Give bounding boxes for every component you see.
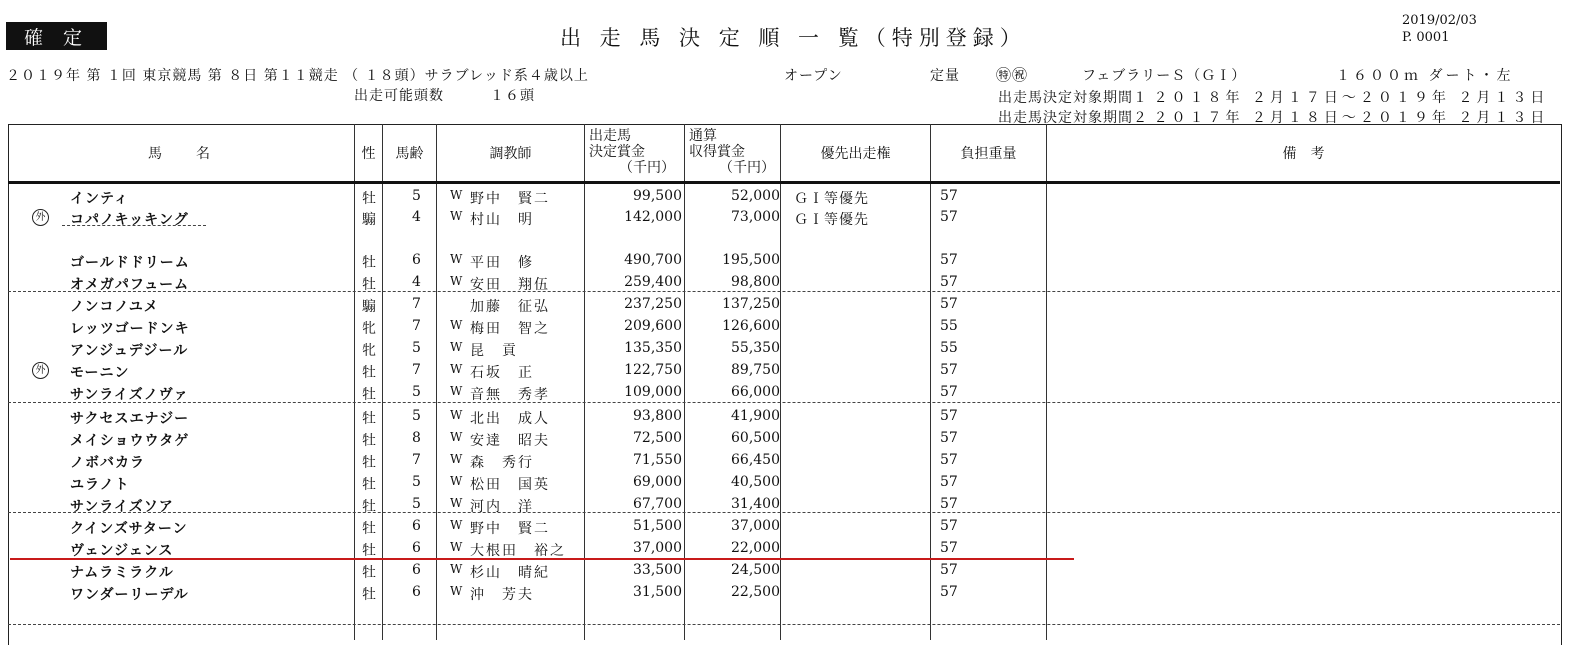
trainer-name: 梅田 智之 — [470, 321, 550, 337]
assigned-weight: 57 — [940, 430, 958, 446]
col-header-total-prize-line2: 収得賞金 — [689, 144, 745, 160]
table-row — [8, 186, 1560, 208]
assigned-weight: 57 — [940, 562, 958, 578]
col-header-total-prize-unit: （千円） — [719, 160, 775, 176]
horse-age: 5 — [412, 384, 421, 400]
horse-age: 5 — [412, 496, 421, 512]
col-header-priority: 優先出走権 — [820, 146, 891, 162]
trainer-name: 大根田 裕之 — [470, 543, 566, 559]
table-row — [8, 582, 1560, 604]
total-prize: 66,450 — [731, 452, 780, 468]
horse-sex: 牡 — [362, 499, 376, 515]
assigned-weight: 57 — [940, 384, 958, 400]
col-header-decision-prize-unit: （千円） — [619, 160, 675, 176]
western-flag: W — [450, 340, 463, 354]
trainer-name: 安達 昭夫 — [470, 433, 550, 449]
horse-sex: 牡 — [362, 433, 376, 449]
table-row — [8, 428, 1560, 450]
decision-prize: 67,700 — [633, 496, 682, 512]
total-prize: 98,800 — [731, 274, 780, 290]
western-flag: W — [450, 430, 463, 444]
col-header-weight: 負担重量 — [960, 146, 1017, 162]
western-flag: W — [450, 540, 463, 554]
period-1-value: ２０１８年 ２月１７日～２０１９年 ２月１３日 — [1153, 90, 1549, 106]
decision-prize: 93,800 — [633, 408, 682, 424]
horse-age: 6 — [412, 252, 421, 268]
decision-prize: 109,000 — [624, 384, 682, 400]
priority-right: ＧＩ等優先 — [794, 191, 869, 207]
total-prize: 31,400 — [731, 496, 780, 512]
decision-prize: 37,000 — [633, 540, 682, 556]
table-row — [8, 516, 1560, 538]
total-prize: 22,000 — [731, 540, 780, 556]
assigned-weight: 57 — [940, 584, 958, 600]
total-prize: 195,500 — [722, 252, 780, 268]
decision-prize: 33,500 — [633, 562, 682, 578]
total-prize: 55,350 — [731, 340, 780, 356]
page-title: 出 走 馬 決 定 順 一 覧（特別登録） — [560, 26, 1027, 50]
total-prize: 126,600 — [722, 318, 780, 334]
table-row — [8, 494, 1560, 516]
horse-name: ノンコノユメ — [70, 299, 159, 315]
table-row — [8, 250, 1560, 272]
horse-sex: 牡 — [362, 365, 376, 381]
horse-sex: 牡 — [362, 565, 376, 581]
assigned-weight: 57 — [940, 518, 958, 534]
assigned-weight: 57 — [940, 209, 958, 225]
trainer-name: 松田 国英 — [470, 477, 550, 493]
assigned-weight: 57 — [940, 274, 958, 290]
decision-prize: 31,500 — [633, 584, 682, 600]
assigned-weight: 55 — [940, 340, 958, 356]
decision-prize: 490,700 — [624, 252, 682, 268]
horse-sex: 牡 — [362, 477, 376, 493]
total-prize: 89,750 — [731, 362, 780, 378]
assigned-weight: 57 — [940, 296, 958, 312]
western-flag: W — [450, 209, 463, 223]
capacity-label: 出走可能頭数 — [354, 88, 444, 104]
western-flag: W — [450, 452, 463, 466]
print-date: 2019/02/03 — [1402, 13, 1477, 28]
cutoff-line — [10, 558, 1074, 560]
col-header-name: 馬 名 — [148, 146, 212, 162]
horse-age: 4 — [412, 209, 421, 225]
horse-name: サクセスエナジー — [70, 411, 190, 427]
total-prize: 137,250 — [722, 296, 780, 312]
trainer-name: 音無 秀孝 — [470, 387, 550, 403]
horse-age: 4 — [412, 274, 421, 290]
trainer-name: 平田 修 — [470, 255, 534, 271]
western-flag: W — [450, 252, 463, 266]
table-row — [8, 472, 1560, 494]
trainer-name: 昆 貢 — [470, 343, 518, 359]
total-prize: 52,000 — [731, 188, 780, 204]
assigned-weight: 55 — [940, 318, 958, 334]
western-flag: W — [450, 408, 463, 422]
decision-prize: 51,500 — [633, 518, 682, 534]
trainer-name: 村山 明 — [470, 212, 534, 228]
decision-prize: 135,350 — [624, 340, 682, 356]
assigned-weight: 57 — [940, 474, 958, 490]
table-row — [8, 272, 1560, 294]
table-row — [8, 450, 1560, 472]
header-rule — [8, 181, 1560, 184]
decision-prize: 237,250 — [624, 296, 682, 312]
western-flag: W — [450, 188, 463, 202]
horse-sex: 牡 — [362, 277, 376, 293]
col-header-total-prize-line1: 通算 — [689, 128, 717, 144]
assigned-weight: 57 — [940, 408, 958, 424]
horse-age: 8 — [412, 430, 421, 446]
western-flag: W — [450, 496, 463, 510]
horse-sex: 牝 — [362, 321, 376, 337]
horse-name: ワンダーリーデル — [70, 587, 189, 603]
horse-sex: 騸 — [362, 212, 376, 228]
horse-age: 7 — [412, 452, 421, 468]
horse-age: 5 — [412, 340, 421, 356]
horse-sex: 牝 — [362, 343, 376, 359]
horse-name: レッツゴードンキ — [70, 321, 190, 337]
horse-age: 7 — [412, 318, 421, 334]
foreign-mark: 外 — [32, 362, 49, 379]
trainer-name: 杉山 晴紀 — [470, 565, 550, 581]
table-row — [8, 294, 1560, 316]
mark-icons: ㊕㊗ — [996, 66, 1029, 84]
group-separator — [8, 624, 1560, 625]
horse-sex: 牡 — [362, 255, 376, 271]
assigned-weight: 57 — [940, 496, 958, 512]
horse-sex: 騸 — [362, 299, 376, 315]
horse-name: ユラノト — [70, 477, 130, 493]
table-row — [8, 207, 1560, 229]
decision-prize: 122,750 — [624, 362, 682, 378]
trainer-name: 野中 賢二 — [470, 521, 550, 537]
trainer-name: 野中 賢二 — [470, 191, 550, 207]
horse-name: オメガパフューム — [70, 277, 190, 293]
trainer-name: 沖 芳夫 — [470, 587, 534, 603]
weight-rule: 定量 — [930, 68, 960, 84]
col-header-age: 馬齢 — [395, 146, 424, 162]
period-1-label: 出走馬決定対象期間１ — [998, 90, 1148, 106]
decision-prize: 72,500 — [633, 430, 682, 446]
race-name: フェブラリーＳ（ＧＩ） — [1082, 68, 1247, 84]
horse-sex: 牡 — [362, 587, 376, 603]
horse-age: 5 — [412, 474, 421, 490]
decision-prize: 259,400 — [624, 274, 682, 290]
col-header-decision-prize-line1: 出走馬 — [589, 128, 631, 144]
trainer-name: 森 秀行 — [470, 455, 534, 471]
horse-age: 6 — [412, 540, 421, 556]
western-flag: W — [450, 362, 463, 376]
horse-name: インティ — [70, 191, 129, 207]
horse-sex: 牡 — [362, 411, 376, 427]
assigned-weight: 57 — [940, 452, 958, 468]
col-header-trainer: 調教師 — [489, 146, 532, 162]
period-2-label: 出走馬決定対象期間２ — [998, 110, 1148, 126]
foreign-mark: 外 — [32, 209, 49, 226]
total-prize: 40,500 — [731, 474, 780, 490]
horse-age: 6 — [412, 518, 421, 534]
horse-name: メイショウウタゲ — [70, 433, 190, 449]
page-number: P. 0001 — [1402, 30, 1450, 45]
western-flag: W — [450, 584, 463, 598]
trainer-name: 加藤 征弘 — [470, 299, 550, 315]
decision-prize: 99,500 — [633, 188, 682, 204]
western-flag: W — [450, 518, 463, 532]
total-prize: 73,000 — [731, 209, 780, 225]
western-flag: W — [450, 562, 463, 576]
table-row — [8, 538, 1560, 560]
horse-name: ゴールドドリーム — [70, 255, 190, 271]
decision-prize: 142,000 — [624, 209, 682, 225]
print-date-block — [1402, 12, 1477, 46]
horse-name: サンライズノヴァ — [70, 387, 189, 403]
col-header-decision-prize — [585, 128, 688, 176]
table-row — [8, 338, 1560, 360]
table-row — [8, 560, 1560, 582]
horse-name: ノボバカラ — [70, 455, 145, 471]
table-row — [8, 316, 1560, 338]
assigned-weight: 57 — [940, 540, 958, 556]
horse-name: コパノキッキング — [70, 212, 189, 228]
horse-age: 6 — [412, 584, 421, 600]
total-prize: 41,900 — [731, 408, 780, 424]
horse-age: 6 — [412, 562, 421, 578]
race-class: オープン — [784, 68, 843, 84]
total-prize: 24,500 — [731, 562, 780, 578]
decision-prize: 71,550 — [633, 452, 682, 468]
horse-age: 5 — [412, 188, 421, 204]
trainer-name: 河内 洋 — [470, 499, 534, 515]
western-flag: W — [450, 384, 463, 398]
horse-name: アンジュデジール — [70, 343, 189, 359]
total-prize: 37,000 — [731, 518, 780, 534]
horse-age: 7 — [412, 296, 421, 312]
status-badge: 確 定 — [6, 22, 107, 50]
trainer-name: 石坂 正 — [470, 365, 534, 381]
horse-sex: 牡 — [362, 387, 376, 403]
horse-sex: 牡 — [362, 191, 376, 207]
horse-age: 7 — [412, 362, 421, 378]
western-flag: W — [450, 274, 463, 288]
col-header-decision-prize-line2: 決定賞金 — [589, 144, 645, 160]
period-2-value: ２０１７年 ２月１８日～２０１９年 ２月１３日 — [1153, 110, 1549, 126]
horse-sex: 牡 — [362, 455, 376, 471]
table-row — [8, 360, 1560, 382]
period-1 — [998, 87, 1548, 107]
race-info: ２０１９年 第 １回 東京競馬 第 ８日 第１１競走 （ １８頭）サラブレッド系４歳以上 — [6, 68, 589, 84]
trainer-name: 安田 翔伍 — [470, 277, 550, 293]
race-distance: １６００ｍ ダート・左 — [1336, 68, 1514, 84]
assigned-weight: 57 — [940, 252, 958, 268]
horse-name: モーニン — [70, 365, 130, 381]
table-row — [8, 406, 1560, 428]
capacity-value: １６頭 — [490, 88, 535, 104]
decision-prize: 69,000 — [633, 474, 682, 490]
col-header-sex: 性 — [361, 146, 376, 162]
horse-name: ヴェンジェンス — [70, 543, 174, 559]
western-flag: W — [450, 474, 463, 488]
total-prize: 60,500 — [731, 430, 780, 446]
horse-name: ナムラミラクル — [70, 565, 174, 581]
col-header-total-prize — [685, 128, 784, 176]
horse-name: クインズサターン — [70, 521, 188, 537]
horse-sex: 牡 — [362, 521, 376, 537]
horse-name: サンライズソア — [70, 499, 174, 515]
table-row — [8, 382, 1560, 404]
total-prize: 66,000 — [731, 384, 780, 400]
assigned-weight: 57 — [940, 362, 958, 378]
horse-sex: 牡 — [362, 543, 376, 559]
total-prize: 22,500 — [731, 584, 780, 600]
assigned-weight: 57 — [940, 188, 958, 204]
decision-prize: 209,600 — [624, 318, 682, 334]
priority-right: ＧＩ等優先 — [794, 212, 869, 228]
western-flag: W — [450, 318, 463, 332]
trainer-name: 北出 成人 — [470, 411, 550, 427]
col-header-remarks: 備 考 — [1282, 146, 1325, 162]
horse-age: 5 — [412, 408, 421, 424]
